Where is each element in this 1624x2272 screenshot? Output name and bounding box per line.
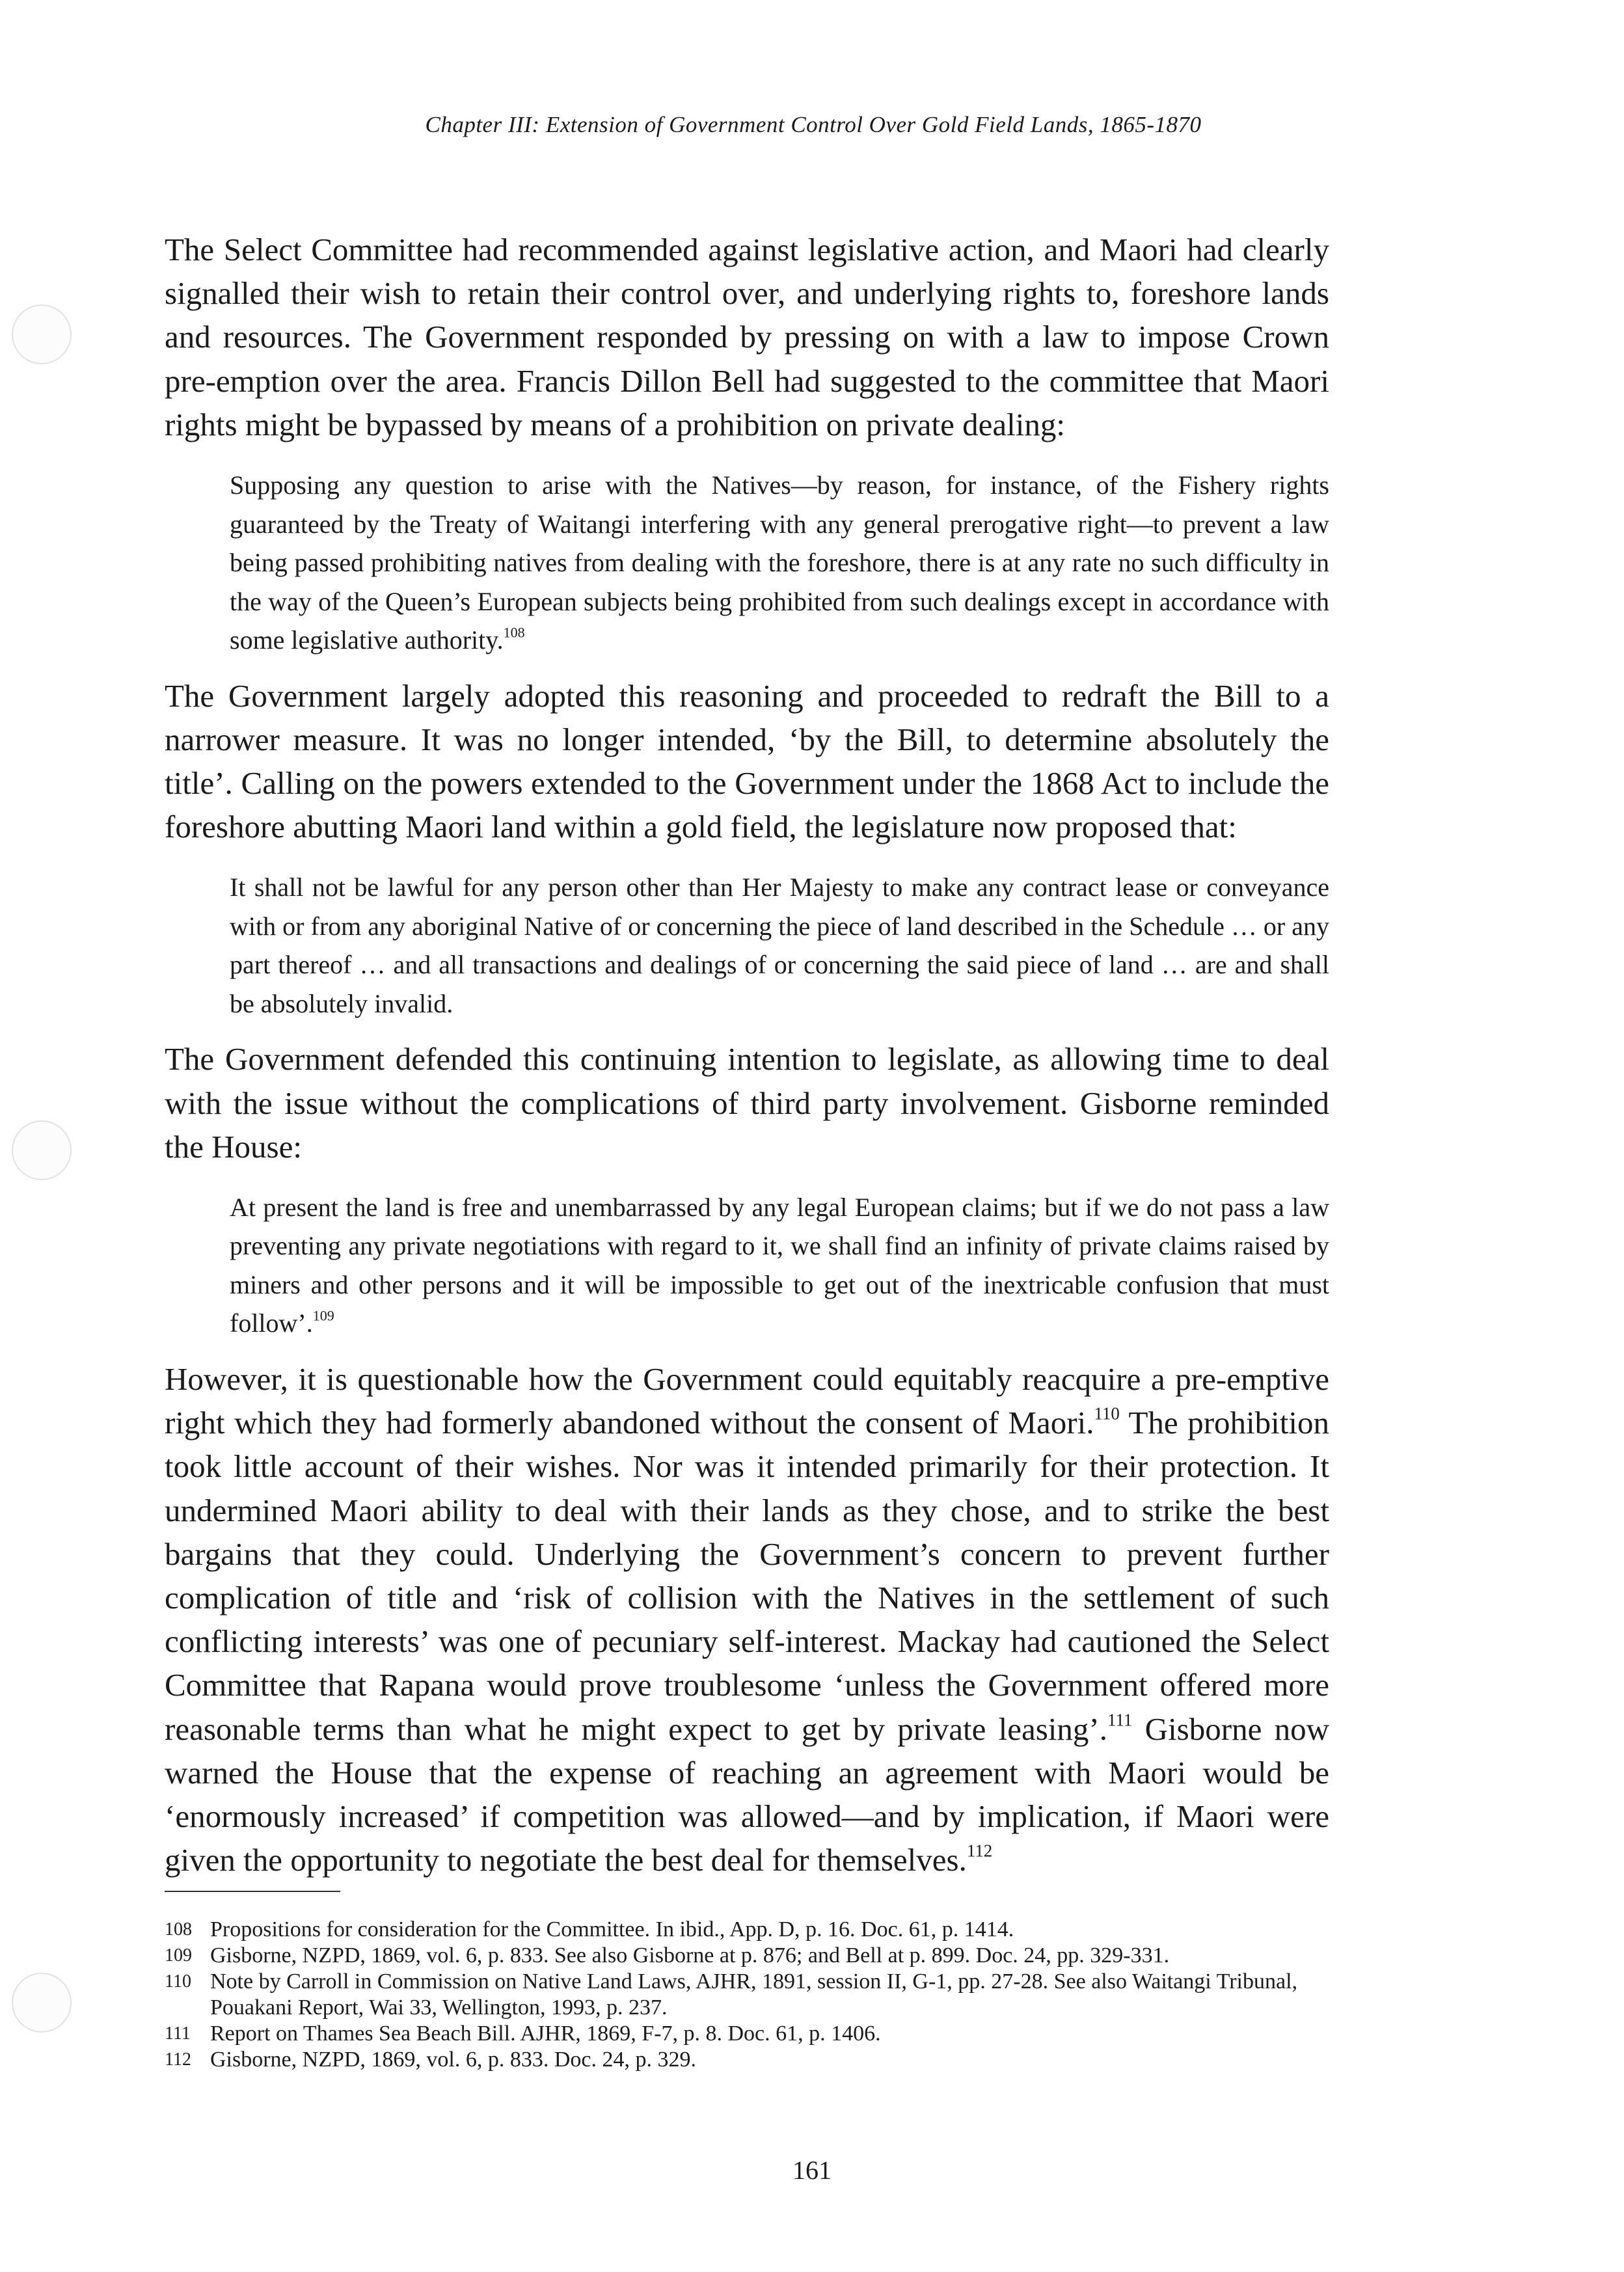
block-quote: Supposing any question to arise with the Natives—by reason, for instance, of the Fishery rights guaranteed by the Treaty of Waitangi interfering with any general prerogative right—to prevent a law being passed prohibiting natives from dealing with the foreshore, there is at any rate no such difficulty in the way of the Queen’s European subjects being prohibited from such dealings except in accordance with some legislative authority.$^{108}$ [230,470,1329,655]
footnote-ref[interactable]: 108 [503,624,525,641]
paragraph: The Select Committee had recommended against legislative action, and Maori had clearly signalled their wish to retain their control over, and underlying rights to, foreshore lands and resources. The Government responded by pressing on with a law to impose Crown pre-emption over the area. Francis Dillon Bell had suggested to the committee that Maori rights might be bypassed by means of a prohibition on private dealing: [165,232,1329,442]
footnote-ref[interactable]: 112 [966,1841,993,1861]
footnote-number: 110 [165,1971,191,1992]
footnote-number: 112 [165,2049,191,2070]
punch-hole [12,304,72,364]
footnote-divider [165,1891,340,1892]
footnotes [165,1917,1303,2073]
punch-hole [12,1973,72,2033]
footnote-number: 108 [165,1919,192,1940]
paragraph: The Government largely adopted this reasoning and proceeded to redraft the Bill to a narrower measure. It was no longer intended, ‘by the Bill, to determine absolutely the title’. Calling on the powers extended to the Government under the 1868 Act to include the foreshore abutting Maori land within a gold field, the legislature now proposed that: [165,677,1329,845]
footnote-text: Gisborne, NZPD, 1869, vol. 6, p. 833. See also Gisborne at p. 876; and Bell at p. 899. Doc. 24, pp. 329-331. [210,1943,1170,1968]
paragraph: The Government defended this continuing intention to legislate, as allowing time to deal with the issue without the complications of third party involvement. Gisborne reminded the House: [165,1041,1329,1165]
footnote-ref[interactable]: 111 [1107,1710,1133,1730]
footnote [165,1917,1303,1943]
footnote [165,1969,1303,2021]
footnote-ref[interactable]: 109 [312,1307,334,1324]
footnote-text: Propositions for consideration for the Committee. In ibid., App. D, p. 16. Doc. 61, p. 1414. [210,1917,1014,1941]
punch-hole [12,1120,72,1180]
page-number: 161 [792,2156,832,2185]
footnote [165,2047,1303,2073]
footnote-ref[interactable]: 110 [1094,1403,1120,1424]
block-quote: It shall not be lawful for any person other than Her Majesty to make any contract lease or conveyance with or from any aboriginal Native of or concerning the piece of land described in the Schedule … or any part thereof … and all transactions and dealings of or concerning the said piece of land … are and shall be absolutely invalid. [230,872,1329,1018]
footnote-text: Note by Carroll in Commission on Native Land Laws, AJHR, 1891, session II, G-1, pp. 27-28. See also Waitangi Tribunal, Pouakani Report, Wai 33, Wellington, 1993, p. 237. [210,1969,1298,2020]
footnote-text: Report on Thames Sea Beach Bill. AJHR, 1869, F-7, p. 8. Doc. 61, p. 1406. [210,2022,881,2046]
footnote-text: Gisborne, NZPD, 1869, vol. 6, p. 833. Doc. 24, p. 329. [210,2048,697,2072]
footnote [165,2021,1303,2047]
footnote-number: 111 [165,2023,191,2044]
footnote-number: 109 [165,1945,192,1966]
block-quote: At present the land is free and unembarrassed by any legal European claims; but if we do not pass a law preventing any private negotiations with regard to it, we shall find an infinity of private claims raised by miners and other persons and it will be impossible to get out of the inextricable confusion that must follow’.$^{109}$ [230,1192,1329,1338]
running-head: Chapter III: Extension of Government Control Over Gold Field Lands, 1865-1870 [425,112,1202,137]
body-text [165,228,1329,1882]
footnote [165,1943,1303,1969]
paragraph: However, it is questionable how the Government could equitably reacquire a pre-emptive right which they had formerly abandoned without the consent of Maori.$^{110}$ The prohibition took little account of their wishes. Nor was it intended primarily for their protection. It undermined Maori ability to deal with their lands as they chose, and to strike the best bargains that they could. Underlying the Government’s concern to prevent further complication of title and ‘risk of collision with the Natives in the settlement of such conflicting interests’ was one of pecuniary self-interest. Mackay had cautioned the Select Committee that Rapana would prove troublesome ‘unless the Government offered more reasonable terms than what he might expect to get by private leasing’.$^{111}$ Gisborne now warned the House that the expense of reaching an agreement with Maori would be ‘enormously increased’ if competition was allowed—and by implication, if Maori were given the opportunity to negotiate the best deal for themselves.$^{112}$ [165,1360,1329,1878]
